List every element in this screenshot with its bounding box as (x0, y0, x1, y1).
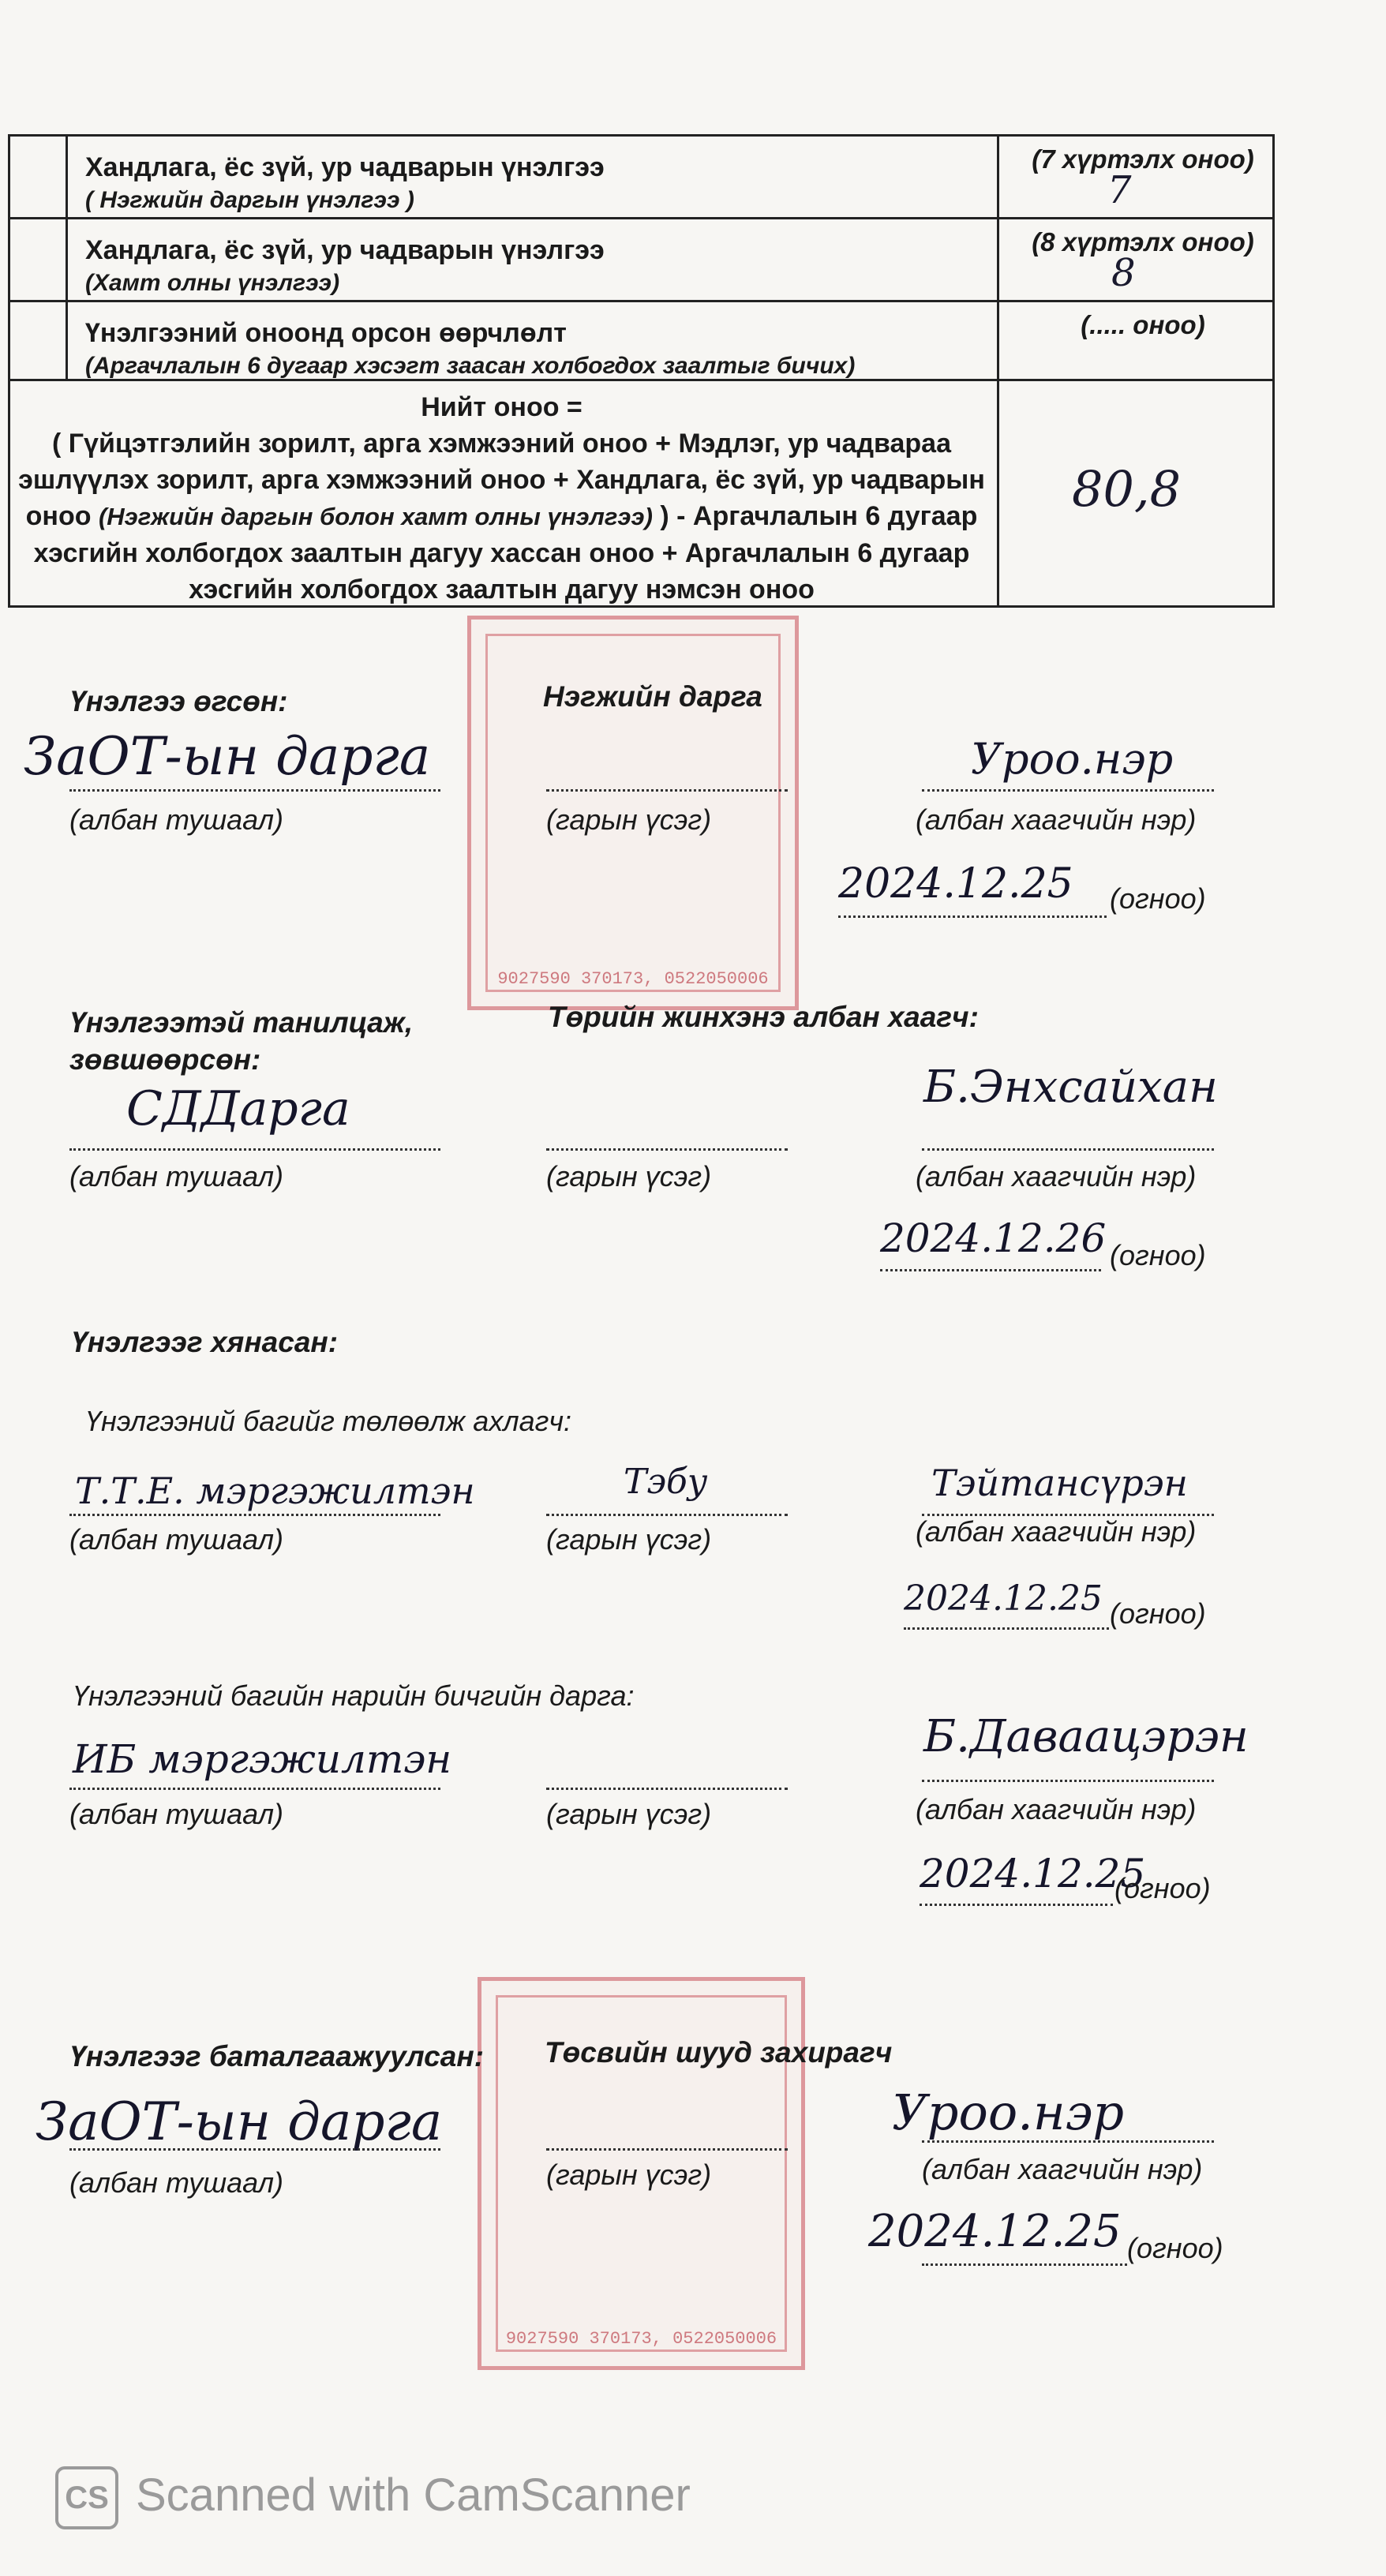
evaluated-label: Үнэлгээ өгсөн: (69, 685, 288, 717)
evaluator-role: Нэгжийн дарга (543, 680, 762, 713)
position-line (69, 1514, 440, 1516)
signature-line (546, 789, 788, 792)
name-line (922, 2140, 1214, 2143)
handwritten-date: 2024.12.26 (880, 1215, 1107, 1261)
handwritten-score: 7 (1107, 168, 1132, 212)
position-caption: (албан тушаал) (69, 1523, 284, 1556)
position-caption: (албан тушаал) (69, 1798, 284, 1830)
name-caption: (албан хаагчийн нэр) (922, 2153, 1203, 2185)
handwritten-name: Б.Даваацэрэн (923, 1711, 1249, 1762)
date-caption: (огноо) (1110, 1239, 1206, 1271)
date-line (838, 915, 1107, 918)
row-main-text: Үнэлгээний оноонд орсон өөрчлөлт (85, 318, 567, 348)
civil-servant-role: Төрийн жинхэнэ албан хаагч: (548, 1001, 979, 1033)
total-title: Нийт оноо = (421, 392, 582, 422)
name-caption: (албан хаагчийн нэр) (916, 803, 1197, 836)
official-stamp: 9027590 370173, 0522050006 (478, 1977, 805, 2370)
row-points: (..... оноо) (1081, 310, 1205, 339)
total-formula: Нийт оноо = ( Гүйцэтгэлийн зорилт, арга хэмжээний оноо + Мэдлэг, ур чадвараа эшлүүлэх зорилт, арга хэмжээний оноо + Хандлага, ёс зүй, ур чадварын оноо (Нэгжийн даргын болон хамт олны үнэлгээ) ) - Аргачлалын 6 дугаар хэсгийн холбогдох заалтын дагуу хассан оноо + Аргачлалын 6 дугаар хэсгийн холбогдох заалтын дагуу нэмсэн оноо (10, 389, 993, 608)
date-line (904, 1627, 1109, 1630)
position-line (69, 789, 440, 792)
score-table (8, 134, 1275, 608)
position-line (69, 1148, 440, 1151)
handwritten-position: Т.Т.Е. мэргэжилтэн (75, 1470, 475, 1512)
acknowledged-label-2: зөвшөөрсөн: (69, 1043, 261, 1076)
handwritten-name: Уроо.нэр (892, 2084, 1125, 2141)
handwritten-date: 2024.12.25 (904, 1578, 1103, 1619)
confirmed-label: Үнэлгээг баталгаажуулсан: (69, 2040, 485, 2072)
name-line (922, 789, 1214, 792)
table-row (10, 302, 1272, 381)
handwritten-date: 2024.12.25 (868, 2206, 1122, 2257)
handwritten-signature: Тэбу (624, 1462, 708, 1502)
handwritten-date: 2024.12.25 (838, 860, 1073, 908)
row-sub-text: (Аргачлалын 6 дугаар хэсэгт заасан холбогдох заалтыг бичих) (85, 353, 856, 379)
handwritten-position: СДДарга (126, 1081, 350, 1136)
acknowledged-label: Үнэлгээтэй танилцаж, (69, 1006, 414, 1039)
handwritten-position: ЗаОТ-ын дарга (24, 726, 431, 787)
position-caption: (албан тушаал) (69, 803, 284, 836)
handwritten-score: 8 (1111, 251, 1136, 295)
handwritten-position: ИБ мэргэжилтэн (73, 1736, 452, 1782)
date-caption: (огноо) (1114, 1872, 1211, 1904)
signature-caption: (гарын үсэг) (546, 2159, 712, 2191)
handwritten-date: 2024.12.25 (920, 1851, 1146, 1896)
handwritten-name: Б.Энхсайхан (923, 1061, 1218, 1113)
reviewed-label: Үнэлгээг хянасан: (71, 1326, 339, 1358)
name-caption: (албан хаагчийн нэр) (916, 1793, 1197, 1825)
name-caption: (албан хаагчийн нэр) (916, 1515, 1197, 1548)
position-caption: (албан тушаал) (69, 2166, 284, 2199)
team-lead-label: Үнэлгээний багийг төлөөлж ахлагч: (85, 1405, 572, 1437)
signature-line (546, 2148, 788, 2151)
date-caption: (огноо) (1110, 1597, 1206, 1630)
signature-line (546, 1514, 788, 1516)
signature-caption: (гарын үсэг) (546, 803, 712, 836)
row-points: (8 хүртэлх оноо) (1032, 227, 1254, 256)
camscanner-watermark: Scanned with CamScanner (136, 2469, 691, 2521)
signature-line (546, 1148, 788, 1151)
row-points: (7 хүртэлх оноо) (1032, 144, 1254, 174)
name-line (922, 1148, 1214, 1151)
secretary-label: Үнэлгээний багийн нарийн бичгийн дарга: (73, 1679, 635, 1712)
budget-manager-role: Төсвийн шууд захирагч (545, 2036, 893, 2069)
camscanner-logo-icon: CS (55, 2466, 118, 2529)
row-main-text: Хандлага, ёс зүй, ур чадварын үнэлгээ (85, 235, 605, 265)
position-line (69, 2148, 440, 2151)
table-row-total (10, 381, 1272, 608)
handwritten-name: Тэйтансүрэн (931, 1462, 1188, 1504)
name-caption: (албан хаагчийн нэр) (916, 1160, 1197, 1193)
handwritten-total-score: 80,8 (1072, 460, 1182, 518)
table-row (10, 137, 1272, 219)
handwritten-name: Уроо.нэр (971, 734, 1174, 784)
signature-caption: (гарын үсэг) (546, 1798, 712, 1830)
date-line (880, 1269, 1101, 1271)
date-line (922, 2263, 1127, 2266)
row-sub-text: ( Нэгжийн даргын үнэлгээ ) (85, 187, 414, 213)
row-sub-text: (Хамт олны үнэлгээ) (85, 270, 340, 296)
handwritten-position: ЗаОТ-ын дарга (36, 2091, 443, 2152)
name-line (922, 1780, 1214, 1782)
table-row (10, 219, 1272, 302)
signature-line (546, 1788, 788, 1790)
date-line (920, 1904, 1113, 1906)
date-caption: (огноо) (1127, 2232, 1223, 2264)
row-main-text: Хандлага, ёс зүй, ур чадварын үнэлгээ (85, 152, 605, 182)
position-line (69, 1788, 440, 1790)
official-stamp: 9027590 370173, 0522050006 (467, 616, 799, 1010)
signature-caption: (гарын үсэг) (546, 1523, 712, 1556)
signature-caption: (гарын үсэг) (546, 1160, 712, 1193)
date-caption: (огноо) (1110, 882, 1206, 915)
position-caption: (албан тушаал) (69, 1160, 284, 1193)
